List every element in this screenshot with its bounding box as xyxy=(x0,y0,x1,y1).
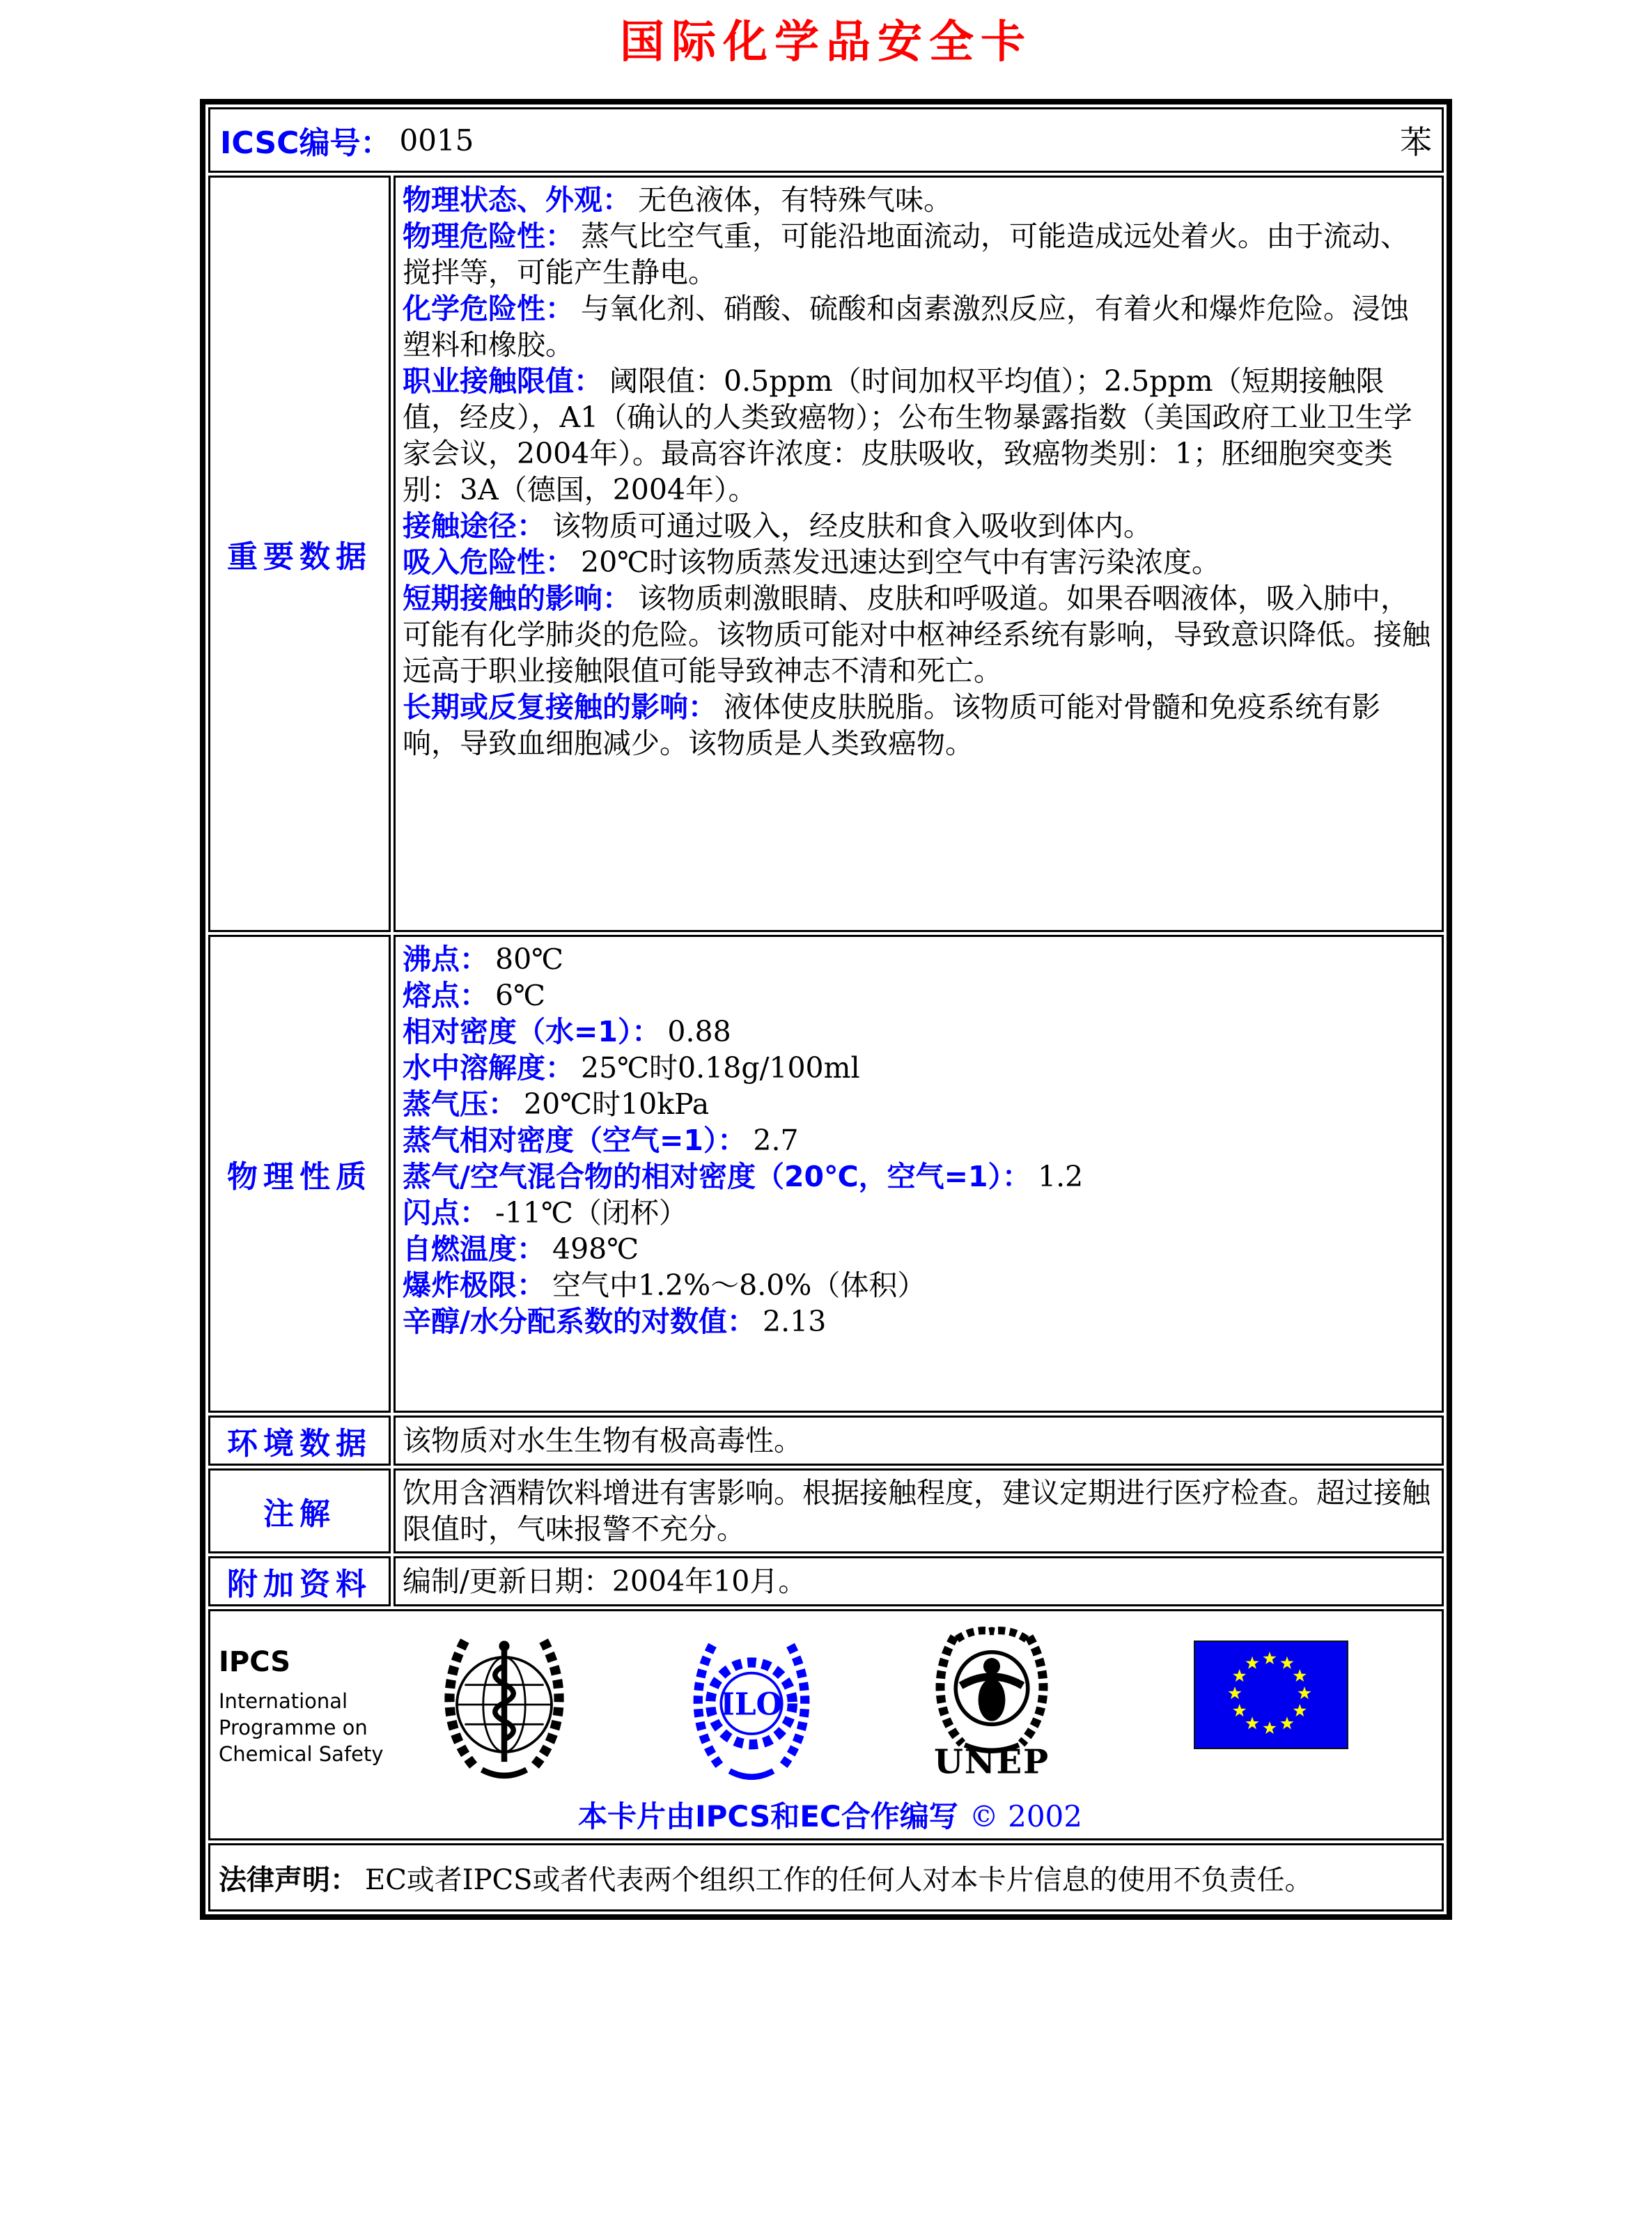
section-label-environment: 环境数据 xyxy=(208,1416,391,1466)
substance-name: 苯 xyxy=(1400,123,1432,161)
ipcs-subtitle-line: Chemical Safety xyxy=(219,1742,384,1766)
ipcs-title: IPCS xyxy=(219,1646,291,1678)
ilo-logo-text: ILO xyxy=(720,1686,783,1723)
environment-data-content: 该物质对水生生物有极高毒性。 xyxy=(393,1416,1444,1466)
who-logo-icon xyxy=(435,1622,574,1790)
data-item xyxy=(403,1050,1435,1086)
card-header-cell xyxy=(208,107,1444,173)
credit-line xyxy=(219,1794,1442,1836)
field-label: 沸点： xyxy=(403,943,488,976)
field-value: 空气中1.2%～8.0%（体积） xyxy=(552,1269,926,1302)
field-value: 阈限值：0.5ppm（时间加权平均值）；2.5ppm（短期接触限值，经皮），A1（确认的人类致癌物）；公布生物暴露指数（美国政府工业卫生学家会议，2004年）。最高容许浓度：皮肤吸收，致癌物类别：1；胚细胞突变类别：3A（德国，2004年）。 xyxy=(403,364,1412,506)
logos-cell xyxy=(208,1609,1444,1840)
icsc-number-label: ICSC编号： xyxy=(220,125,391,161)
legal-row xyxy=(208,1843,1444,1911)
notes-row xyxy=(208,1468,1444,1553)
field-value: 无色液体，有特殊气味。 xyxy=(638,183,952,217)
field-value: 20℃时该物质蒸发迅速达到空气中有害污染浓度。 xyxy=(581,545,1221,579)
logos-row xyxy=(208,1609,1444,1840)
field-value: 该物质可通过吸入，经皮肤和食入吸收到体内。 xyxy=(552,509,1152,543)
icsc-card-table xyxy=(200,99,1452,1920)
field-value: 2.13 xyxy=(762,1305,827,1338)
data-item xyxy=(403,941,1435,977)
page-title: 国际化学品安全卡 xyxy=(620,16,1032,68)
data-item xyxy=(403,1158,1435,1195)
ipcs-subtitle-line: International xyxy=(219,1689,348,1713)
field-label: 物理状态、外观： xyxy=(403,183,631,217)
legal-label: 法律声明： xyxy=(219,1863,358,1896)
field-value: 该物质刺激眼睛、皮肤和呼吸道。如果吞咽液体，吸入肺中，可能有化学肺炎的危险。该物质可能对中枢神经系统有影响，导致意识降低。接触远高于职业接触限值可能导致神志不清和死亡。 xyxy=(403,582,1431,688)
field-label: 水中溶解度： xyxy=(403,1051,574,1085)
section-label-important: 重要数据 xyxy=(208,176,391,932)
field-value: 498℃ xyxy=(552,1232,639,1266)
field-label: 短期接触的影响： xyxy=(403,582,631,615)
physical-properties-row xyxy=(208,935,1444,1413)
field-label: 爆炸极限： xyxy=(403,1269,545,1302)
field-value: 20℃时10kPa xyxy=(524,1087,710,1121)
data-item xyxy=(403,1231,1435,1267)
field-label: 蒸气相对密度（空气=1）： xyxy=(403,1124,747,1157)
field-label: 相对密度（水=1）： xyxy=(403,1015,661,1048)
data-item xyxy=(403,1267,1435,1303)
data-item xyxy=(403,580,1435,689)
copyright-text: © 2002 xyxy=(969,1799,1083,1833)
section-label-notes: 注解 xyxy=(208,1468,391,1553)
data-item xyxy=(403,544,1435,580)
field-label: 辛醇/水分配系数的对数值： xyxy=(403,1305,756,1338)
field-value: 0.88 xyxy=(667,1015,731,1048)
field-label: 自燃温度： xyxy=(403,1232,545,1266)
environment-data-row xyxy=(208,1416,1444,1466)
field-label: 蒸气/空气混合物的相对密度（20℃，空气=1）： xyxy=(403,1160,1031,1193)
field-value: 6℃ xyxy=(495,979,545,1012)
card-header-row xyxy=(208,107,1444,173)
ilo-logo-icon xyxy=(685,1629,818,1790)
legal-text: EC或者IPCS或者代表两个组织工作的任何人对本卡片信息的使用不负责任。 xyxy=(365,1863,1313,1896)
section-label-additional: 附加资料 xyxy=(208,1556,391,1606)
field-label: 蒸气压： xyxy=(403,1087,517,1121)
notes-content: 饮用含酒精饮料增进有害影响。根据接触程度，建议定期进行医疗检查。超过接触限值时，气味报警不充分。 xyxy=(393,1468,1444,1553)
unep-logo-icon xyxy=(922,1624,1061,1781)
ipcs-text-block xyxy=(219,1646,393,1767)
field-label: 接触途径： xyxy=(403,509,545,543)
data-item xyxy=(403,1122,1435,1158)
data-item xyxy=(403,363,1435,508)
field-value: 与氧化剂、硝酸、硫酸和卤素激烈反应，有着火和爆炸危险。浸蚀塑料和橡胶。 xyxy=(403,292,1409,362)
field-value: 80℃ xyxy=(495,943,564,976)
data-item xyxy=(403,977,1435,1014)
important-data-content xyxy=(393,176,1444,932)
field-value: 蒸气比空气重，可能沿地面流动，可能造成远处着火。由于流动、搅拌等，可能产生静电。 xyxy=(403,219,1409,289)
field-label: 熔点： xyxy=(403,979,488,1012)
field-label: 职业接触限值： xyxy=(403,364,602,398)
field-value: 液体使皮肤脱脂。该物质可能对骨髓和免疫系统有影响，导致血细胞减少。该物质是人类致癌物。 xyxy=(403,690,1380,760)
data-item xyxy=(403,508,1435,544)
field-label: 长期或反复接触的影响： xyxy=(403,690,717,724)
credit-text: 本卡片由IPCS和EC合作编写 xyxy=(577,1799,958,1833)
physical-properties-content xyxy=(393,935,1444,1413)
section-label-physical: 物理性质 xyxy=(208,935,391,1413)
data-item xyxy=(403,290,1435,363)
data-item xyxy=(403,1195,1435,1231)
field-label: 闪点： xyxy=(403,1196,488,1230)
additional-info-row xyxy=(208,1556,1444,1606)
data-item xyxy=(403,1014,1435,1050)
field-label: 物理危险性： xyxy=(403,219,574,253)
data-item xyxy=(403,182,1435,218)
data-item xyxy=(403,1303,1435,1340)
important-data-row xyxy=(208,176,1444,932)
ipcs-subtitle-line: Programme on xyxy=(219,1716,368,1739)
data-item xyxy=(403,218,1435,290)
data-item xyxy=(403,689,1435,761)
unep-logo-text: UNEP xyxy=(933,1742,1050,1778)
data-item xyxy=(403,1086,1435,1122)
field-value: -11℃（闭杯） xyxy=(495,1196,687,1230)
field-value: 1.2 xyxy=(1038,1160,1084,1193)
legal-cell xyxy=(208,1843,1444,1911)
icsc-number-value: 0015 xyxy=(399,123,474,157)
additional-info-content: 编制/更新日期：2004年10月。 xyxy=(393,1556,1444,1606)
field-value: 2.7 xyxy=(753,1124,799,1157)
eu-flag-icon xyxy=(1194,1641,1348,1749)
field-value: 25℃时0.18g/100ml xyxy=(581,1051,860,1085)
field-label: 吸入危险性： xyxy=(403,545,574,579)
field-label: 化学危险性： xyxy=(403,292,574,325)
